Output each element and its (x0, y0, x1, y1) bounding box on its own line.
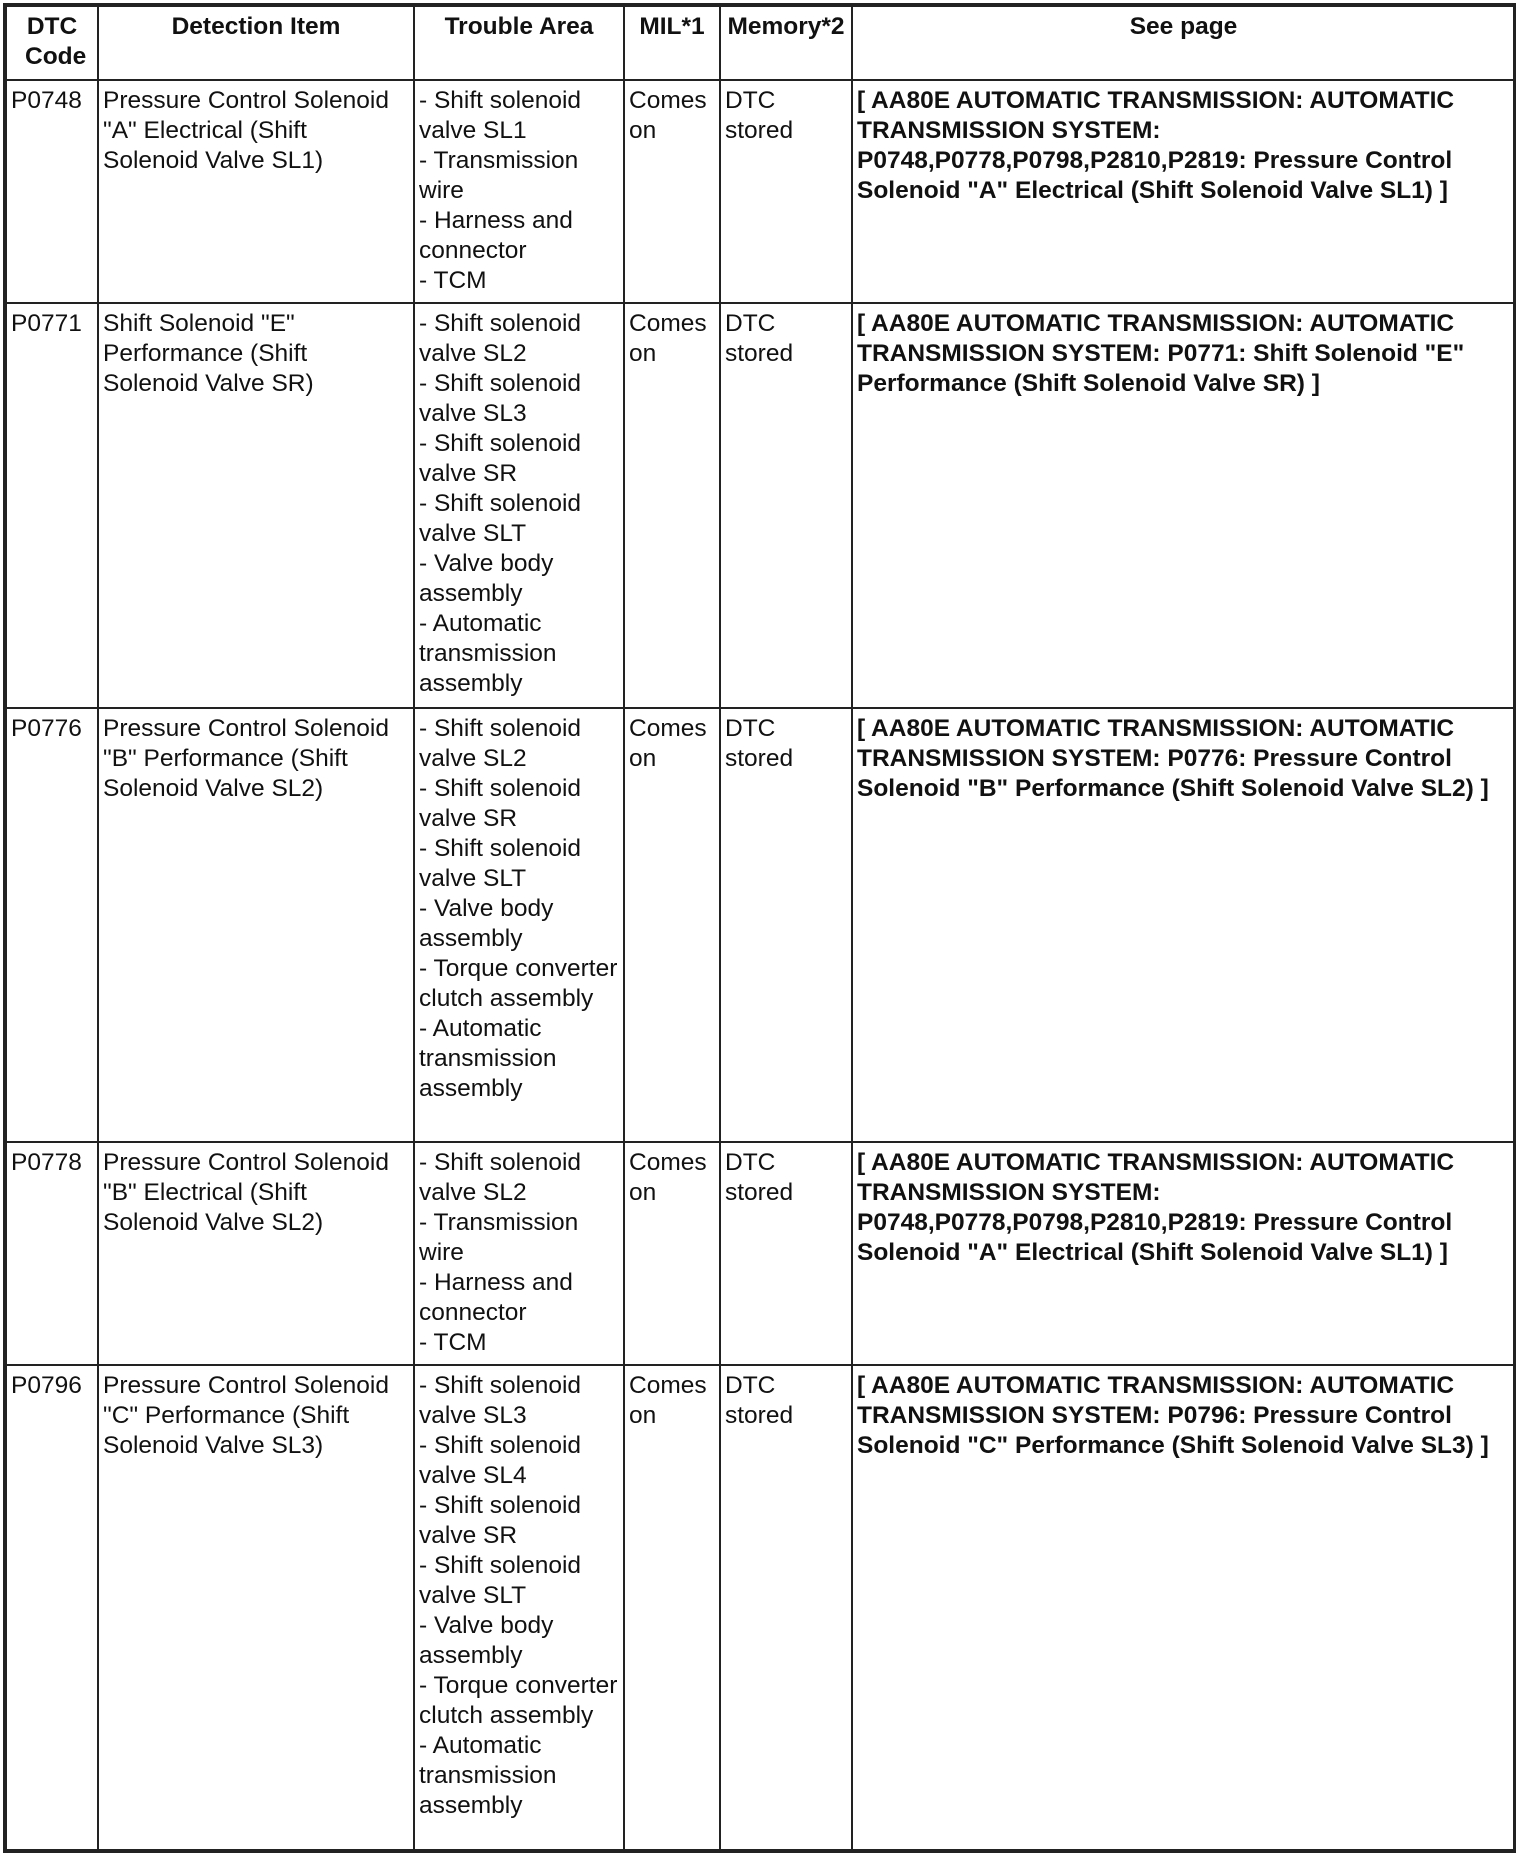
detection-item-cell: Pressure Control Solenoid "A" Electrical (Shift Solenoid Valve SL1) (98, 80, 414, 303)
trouble-area-item: - Shift solenoid valve SL1 (419, 87, 582, 144)
table-row (6, 303, 1515, 708)
trouble-area-item: - TCM (419, 1329, 487, 1356)
trouble-area-cell (414, 708, 624, 1142)
see-page-cell: [ AA80E AUTOMATIC TRANSMISSION: AUTOMATIC TRANSMISSION SYSTEM: P0748,P0778,P0798,P2810,P2819: Pressure Control Solenoid "A" Electrical (Shift Solenoid Valve SL1) ] (852, 80, 1515, 303)
trouble-area-item: - Automatic transmission assembly (419, 1732, 557, 1819)
trouble-area-item: - Harness and connector (419, 1269, 573, 1326)
trouble-area-cell (414, 1365, 624, 1850)
header-mil: MIL*1 (624, 6, 720, 80)
trouble-area-item: - Shift solenoid valve SLT (419, 1552, 582, 1609)
trouble-area-item: - Torque converter clutch assembly (419, 1672, 618, 1729)
trouble-area-item: - Transmission wire (419, 1209, 579, 1266)
header-trouble-area: Trouble Area (414, 6, 624, 80)
mil-cell: Comes on (624, 1142, 720, 1365)
detection-item-cell: Pressure Control Solenoid "C" Performance (Shift Solenoid Valve SL3) (98, 1365, 414, 1850)
dtc-code-cell: P0776 (6, 708, 98, 1142)
trouble-area-cell (414, 303, 624, 708)
table-row (6, 80, 1515, 303)
memory-cell: DTC stored (720, 80, 852, 303)
header-detection-item: Detection Item (98, 6, 414, 80)
trouble-area-item: - Shift solenoid valve SL2 (419, 1149, 582, 1206)
trouble-area-item: - Automatic transmission assembly (419, 1015, 557, 1102)
trouble-area-item: - Shift solenoid valve SLT (419, 490, 582, 547)
table-row (6, 708, 1515, 1142)
trouble-area-item: - Shift solenoid valve SL2 (419, 310, 582, 367)
trouble-area-item: - Valve body assembly (419, 1612, 554, 1669)
dtc-code-cell: P0778 (6, 1142, 98, 1365)
dtc-code-cell: P0748 (6, 80, 98, 303)
table-header-row (6, 6, 1515, 80)
dtc-code-cell: P0771 (6, 303, 98, 708)
mil-cell: Comes on (624, 1365, 720, 1850)
header-memory: Memory*2 (720, 6, 852, 80)
trouble-area-cell (414, 80, 624, 303)
trouble-area-item: - Shift solenoid valve SL3 (419, 1372, 582, 1429)
trouble-area-item: - Torque converter clutch assembly (419, 955, 618, 1012)
mil-cell: Comes on (624, 80, 720, 303)
trouble-area-item: - Shift solenoid valve SLT (419, 835, 582, 892)
dtc-code-cell: P0796 (6, 1365, 98, 1850)
table-row (6, 1142, 1515, 1365)
see-page-cell: [ AA80E AUTOMATIC TRANSMISSION: AUTOMATIC TRANSMISSION SYSTEM: P0771: Shift Solenoid "E" Performance (Shift Solenoid Valve SR) ] (852, 303, 1515, 708)
see-page-cell: [ AA80E AUTOMATIC TRANSMISSION: AUTOMATIC TRANSMISSION SYSTEM: P0748,P0778,P0798,P2810,P2819: Pressure Control Solenoid "A" Electrical (Shift Solenoid Valve SL1) ] (852, 1142, 1515, 1365)
trouble-area-item: - Shift solenoid valve SR (419, 775, 582, 832)
mil-cell: Comes on (624, 708, 720, 1142)
detection-item-cell: Shift Solenoid "E" Performance (Shift Solenoid Valve SR) (98, 303, 414, 708)
trouble-area-item: - Valve body assembly (419, 550, 554, 607)
memory-cell: DTC stored (720, 708, 852, 1142)
mil-cell: Comes on (624, 303, 720, 708)
memory-cell: DTC stored (720, 303, 852, 708)
trouble-area-item: - Shift solenoid valve SR (419, 1492, 582, 1549)
table-row (6, 1365, 1515, 1850)
trouble-area-item: - Shift solenoid valve SR (419, 430, 582, 487)
trouble-area-item: - TCM (419, 267, 487, 294)
memory-cell: DTC stored (720, 1142, 852, 1365)
trouble-area-cell (414, 1142, 624, 1365)
trouble-area-item: - Transmission wire (419, 147, 579, 204)
trouble-area-item: - Shift solenoid valve SL2 (419, 715, 582, 772)
header-dtc-code: DTC Code (6, 6, 98, 80)
see-page-cell: [ AA80E AUTOMATIC TRANSMISSION: AUTOMATIC TRANSMISSION SYSTEM: P0796: Pressure Control Solenoid "C" Performance (Shift Solenoid Valve SL3) ] (852, 1365, 1515, 1850)
memory-cell: DTC stored (720, 1365, 852, 1850)
detection-item-cell: Pressure Control Solenoid "B" Performance (Shift Solenoid Valve SL2) (98, 708, 414, 1142)
trouble-area-item: - Valve body assembly (419, 895, 554, 952)
detection-item-cell: Pressure Control Solenoid "B" Electrical (Shift Solenoid Valve SL2) (98, 1142, 414, 1365)
trouble-area-item: - Automatic transmission assembly (419, 610, 557, 697)
see-page-cell: [ AA80E AUTOMATIC TRANSMISSION: AUTOMATIC TRANSMISSION SYSTEM: P0776: Pressure Control Solenoid "B" Performance (Shift Solenoid Valve SL2) ] (852, 708, 1515, 1142)
trouble-area-item: - Shift solenoid valve SL3 (419, 370, 582, 427)
trouble-area-item: - Shift solenoid valve SL4 (419, 1432, 582, 1489)
trouble-area-item: - Harness and connector (419, 207, 573, 264)
header-see-page: See page (852, 6, 1515, 80)
dtc-table (5, 5, 1516, 1851)
